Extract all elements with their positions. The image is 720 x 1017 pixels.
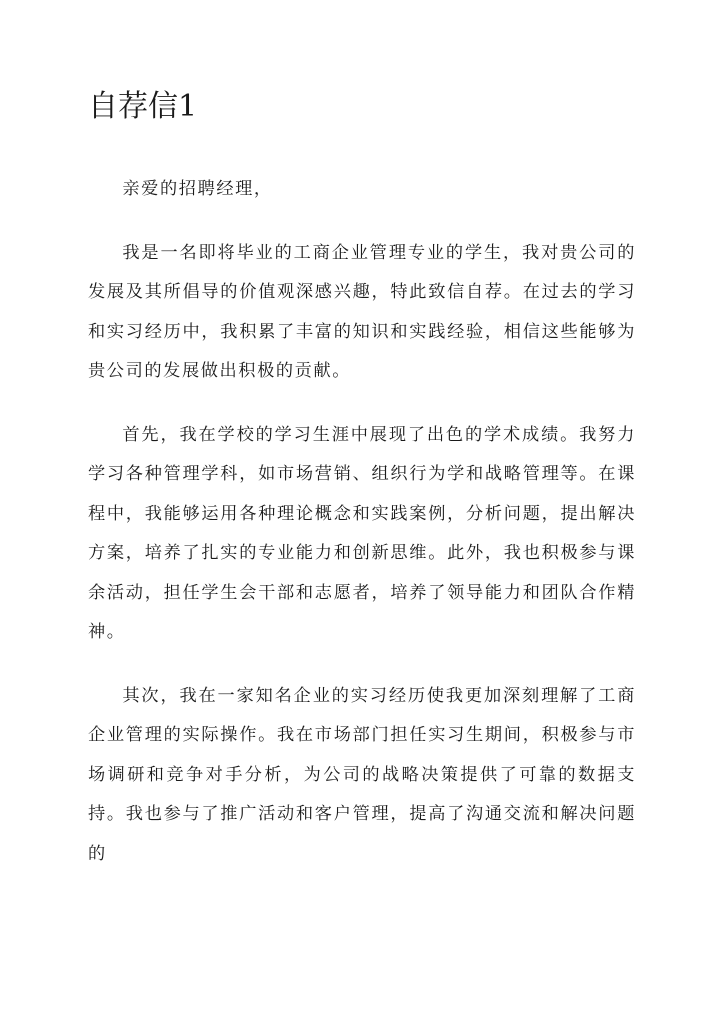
paragraph-intro: 我是一名即将毕业的工商企业管理专业的学生，我对贵公司的发展及其所倡导的价值观深感兴趣，特此致信自荐。在过去的学习和实习经历中，我积累了丰富的知识和实践经验，相信这些能够为贵公司的发展做出积极的贡献。 (88, 242, 636, 381)
paragraph-academics: 首先，我在学校的学习生涯中展现了出色的学术成绩。我努力学习各种管理学科，如市场营销、组织行为学和战略管理等。在课程中，我能够运用各种理论概念和实践案例，分析问题，提出解决方案，培养了扎实的专业能力和创新思维。此外，我也积极参与课余活动，担任学生会干部和志愿者，培养了领导能力和团队合作精神。 (88, 424, 636, 642)
salutation: 亲爱的招聘经理， (122, 179, 273, 199)
letter-body (88, 170, 636, 898)
paragraph-internship: 其次，我在一家知名企业的实习经历使我更加深刻理解了工商企业管理的实际操作。我在市场部门担任实习生期间，积极参与市场调研和竞争对手分析，为公司的战略决策提供了可靠的数据支持。我也参与了推广活动和客户管理，提高了沟通交流和解决问题的 (88, 685, 636, 864)
document-title: 自荐信1 (88, 89, 198, 124)
